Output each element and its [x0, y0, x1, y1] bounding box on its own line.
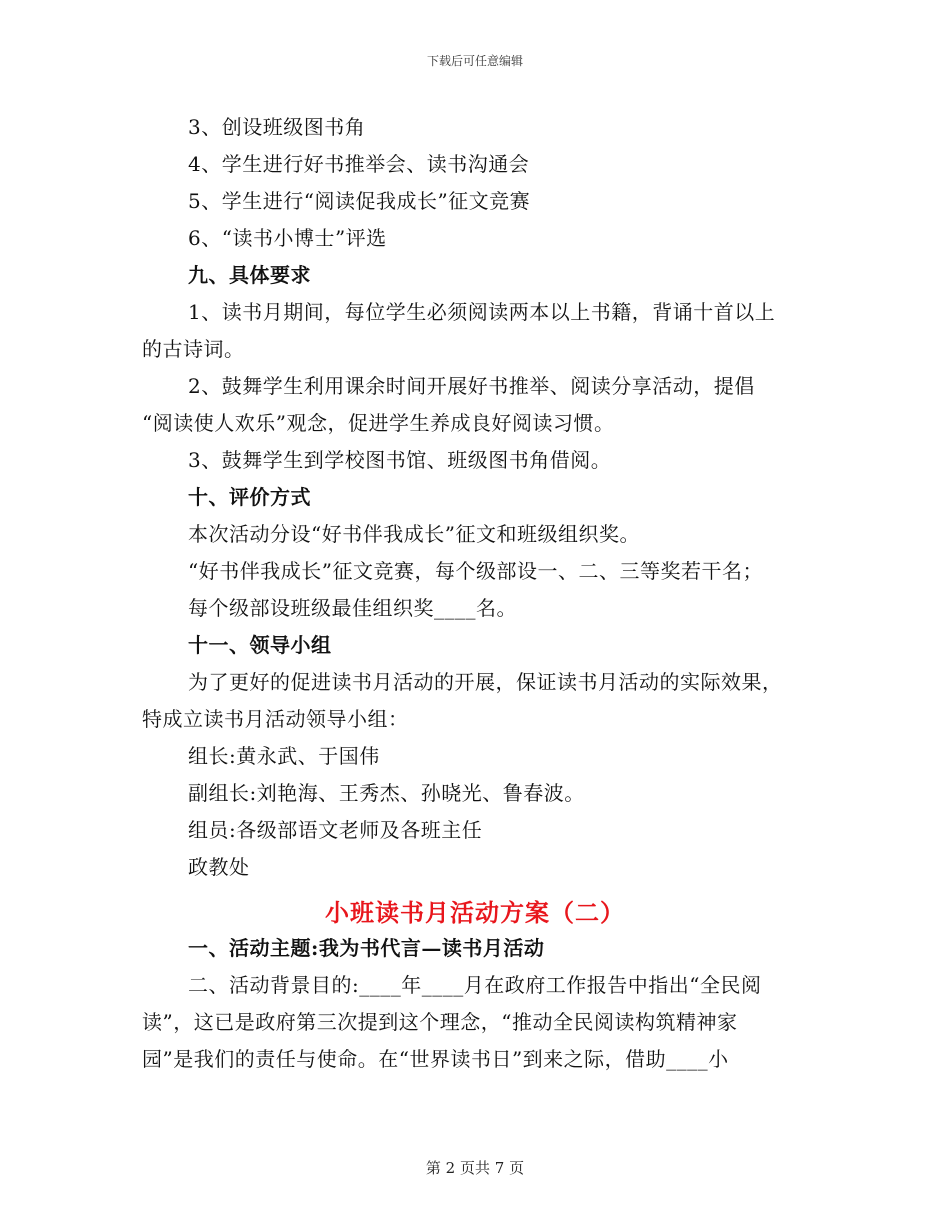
paragraph-line: 1、读书月期间，每位学生必须阅读两本以上书籍，背诵十首以上 [188, 300, 776, 324]
paragraph-line: “好书伴我成长”征文竞赛，每个级部设一、二、三等奖若干名； [188, 559, 763, 583]
section-title: 小班读书月活动方案（二） [325, 898, 625, 927]
list-item: 5、学生进行“阅读促我成长”征文竞赛 [188, 189, 531, 213]
paragraph-line: 的古诗词。 [142, 337, 245, 361]
paragraph-line: 组员:各级部语文老师及各班主任 [188, 818, 483, 842]
paragraph-line: “阅读使人欢乐”观念，促进学生养成良好阅读习惯。 [142, 411, 615, 435]
paragraph-line: 读”，这已是政府第三次提到这个理念，“推动全民阅读构筑精神家 [142, 1010, 738, 1034]
section-heading: 九、具体要求 [188, 263, 311, 287]
paragraph-line: 每个级部设班级最佳组织奖____名。 [188, 596, 517, 620]
paragraph-line: 为了更好的促进读书月活动的开展，保证读书月活动的实际效果， [188, 670, 783, 694]
paragraph-line: 本次活动分设“好书伴我成长”征文和班级组织奖。 [188, 522, 640, 546]
list-item: 6、“读书小博士”评选 [188, 226, 387, 250]
paragraph-line: 园”是我们的责任与使命。在“世界读书日”到来之际，借助____小 [142, 1047, 729, 1071]
paragraph-line: 组长:黄永武、于国伟 [188, 744, 380, 768]
paragraph-line: 副组长:刘艳海、王秀杰、孙晓光、鲁春波。 [188, 781, 585, 805]
section-heading: 一、活动主题:我为书代言—读书月活动 [188, 936, 545, 960]
paragraph-line: 2、鼓舞学生利用课余时间开展好书推举、阅读分享活动，提倡 [188, 374, 755, 398]
section-heading: 十一、领导小组 [188, 633, 332, 657]
section-heading: 十、评价方式 [188, 485, 311, 509]
paragraph-line: 政教处 [188, 855, 250, 879]
paragraph-line: 3、鼓舞学生到学校图书馆、班级图书角借阅。 [188, 448, 612, 472]
page-header: 下载后可任意编辑 [426, 54, 523, 68]
paragraph-line: 二、活动背景目的:____年____月在政府工作报告中指出“全民阅 [188, 973, 762, 997]
page-footer: 第 2 页共 7 页 [425, 1159, 525, 1177]
list-item: 3、创设班级图书角 [188, 115, 366, 139]
paragraph-line: 特成立读书月活动领导小组： [142, 707, 409, 731]
list-item: 4、学生进行好书推举会、读书沟通会 [188, 152, 530, 176]
